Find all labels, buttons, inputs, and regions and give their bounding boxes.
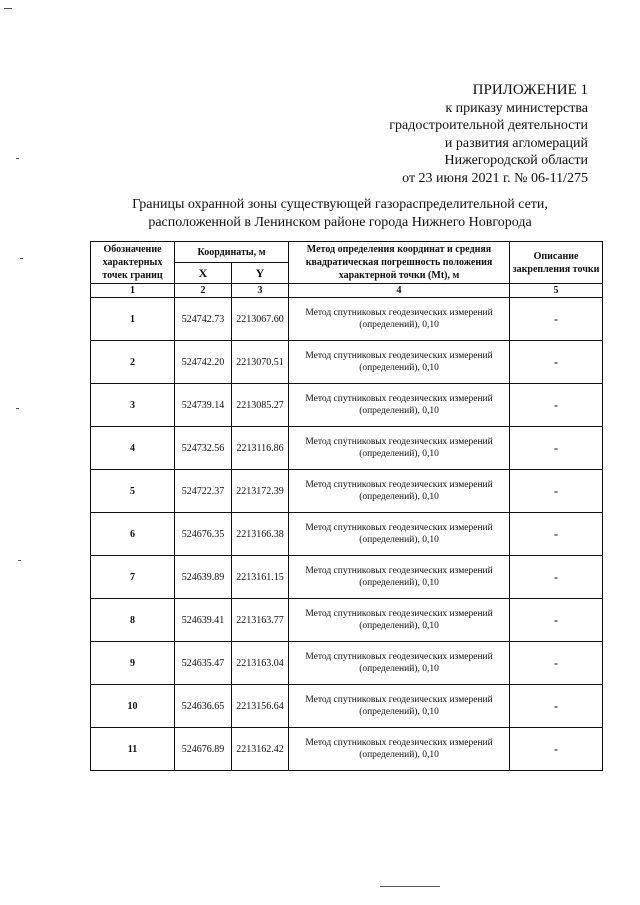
coord-x: 524635.47 [175, 642, 232, 685]
point-id: 4 [91, 427, 175, 470]
coord-x: 524639.41 [175, 599, 232, 642]
method-text: Метод спутниковых геодезических измерений (определений), 0,10 [289, 728, 510, 771]
column-number: 4 [289, 284, 510, 298]
scan-artifact [20, 258, 23, 259]
point-description: - [510, 470, 603, 513]
method-text: Метод спутниковых геодезических измерений (определений), 0,10 [289, 427, 510, 470]
coord-y: 2213172.39 [232, 470, 289, 513]
scan-artifact [16, 158, 19, 159]
coord-x: 524742.73 [175, 298, 232, 341]
point-description: - [510, 341, 603, 384]
coord-y: 2213085.27 [232, 384, 289, 427]
point-description: - [510, 728, 603, 771]
header-line: к приказу министерства [445, 100, 588, 116]
point-description: - [510, 384, 603, 427]
table-row [91, 298, 603, 341]
scan-artifact [380, 886, 440, 887]
scan-artifact [4, 8, 12, 9]
column-number: 2 [175, 284, 232, 298]
point-id: 8 [91, 599, 175, 642]
title-line: Границы охранной зоны существующей газораспределительной сети, [132, 197, 548, 212]
column-number: 3 [232, 284, 289, 298]
coord-y: 2213163.77 [232, 599, 289, 642]
header-y: Y [232, 263, 289, 284]
table-row [91, 384, 603, 427]
header-points: Обозначение характерных точек границ [91, 242, 175, 284]
coord-x: 524722.37 [175, 470, 232, 513]
appendix-title: ПРИЛОЖЕНИЕ 1 [472, 82, 588, 98]
point-id: 10 [91, 685, 175, 728]
method-text: Метод спутниковых геодезических измерений (определений), 0,10 [289, 470, 510, 513]
scan-artifact [16, 408, 19, 409]
point-id: 3 [91, 384, 175, 427]
title-line: расположенной в Ленинском районе города Нижнего Новгорода [148, 215, 532, 230]
coord-x: 524676.35 [175, 513, 232, 556]
header-line: и развития агломераций [444, 135, 588, 151]
point-description: - [510, 685, 603, 728]
table-row [91, 427, 603, 470]
method-text: Метод спутниковых геодезических измерений (определений), 0,10 [289, 384, 510, 427]
coord-y: 2213156.64 [232, 685, 289, 728]
coord-y: 2213162.42 [232, 728, 289, 771]
header-line: Нижегородской области [444, 153, 588, 169]
method-text: Метод спутниковых геодезических измерений (определений), 0,10 [289, 341, 510, 384]
table-row [91, 599, 603, 642]
column-number: 5 [510, 284, 603, 298]
table-row [91, 470, 603, 513]
table-row [91, 341, 603, 384]
header-line: градостроительной деятельности [389, 118, 588, 134]
table-row [91, 513, 603, 556]
method-text: Метод спутниковых геодезических измерений (определений), 0,10 [289, 642, 510, 685]
method-text: Метод спутниковых геодезических измерений (определений), 0,10 [289, 685, 510, 728]
coord-x: 524639.89 [175, 556, 232, 599]
header-x: X [175, 263, 232, 284]
table-row [91, 556, 603, 599]
coord-y: 2213116.86 [232, 427, 289, 470]
point-description: - [510, 599, 603, 642]
point-id: 9 [91, 642, 175, 685]
method-text: Метод спутниковых геодезических измерений (определений), 0,10 [289, 513, 510, 556]
coord-y: 2213166.38 [232, 513, 289, 556]
coord-x: 524732.56 [175, 427, 232, 470]
point-id: 2 [91, 341, 175, 384]
coord-x: 524739.14 [175, 384, 232, 427]
point-id: 1 [91, 298, 175, 341]
header-coordinates: Координаты, м [175, 242, 289, 263]
scan-artifact [18, 560, 21, 561]
point-description: - [510, 642, 603, 685]
coord-x: 524676.89 [175, 728, 232, 771]
coord-x: 524636.65 [175, 685, 232, 728]
coord-y: 2213163.04 [232, 642, 289, 685]
document-title [60, 196, 620, 232]
method-text: Метод спутниковых геодезических измерений (определений), 0,10 [289, 556, 510, 599]
header-line: от 23 июня 2021 г. № 06-11/275 [402, 170, 588, 186]
method-text: Метод спутниковых геодезических измерений (определений), 0,10 [289, 298, 510, 341]
coord-y: 2213067.60 [232, 298, 289, 341]
header-description: Описание закрепления точки [510, 242, 603, 284]
table-row [91, 642, 603, 685]
method-text: Метод спутниковых геодезических измерений (определений), 0,10 [289, 599, 510, 642]
point-id: 7 [91, 556, 175, 599]
point-description: - [510, 298, 603, 341]
approval-header [288, 82, 588, 188]
point-id: 5 [91, 470, 175, 513]
point-description: - [510, 427, 603, 470]
point-description: - [510, 556, 603, 599]
coord-x: 524742.20 [175, 341, 232, 384]
table-row [91, 685, 603, 728]
boundary-points-table [90, 241, 603, 771]
point-id: 6 [91, 513, 175, 556]
coord-y: 2213070.51 [232, 341, 289, 384]
point-id: 11 [91, 728, 175, 771]
coord-y: 2213161.15 [232, 556, 289, 599]
column-number: 1 [91, 284, 175, 298]
table-row [91, 728, 603, 771]
point-description: - [510, 513, 603, 556]
header-method: Метод определения координат и средняя квадратическая погрешность положения характерной точки (Mt), м [289, 242, 510, 284]
